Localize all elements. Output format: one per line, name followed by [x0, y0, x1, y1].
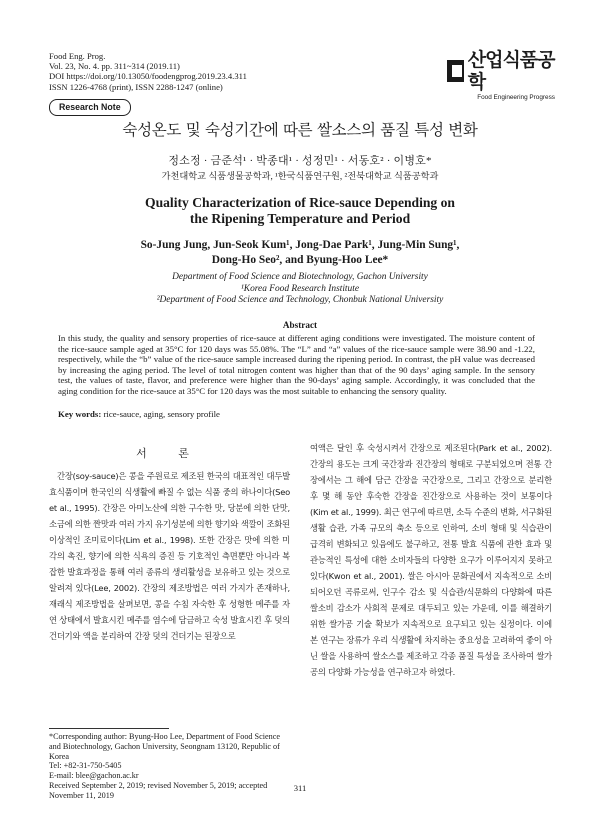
english-title-line-1: Quality Characterization of Rice-sauce Depending on [145, 195, 455, 210]
page-number: 311 [293, 783, 307, 793]
english-affiliations [0, 272, 600, 307]
korean-title: 숙성온도 및 숙성기간에 따른 쌀소스의 품질 특성 변화 [122, 121, 478, 139]
journal-name: Food Eng. Prog. [49, 51, 106, 61]
english-authors-line-2: Dong-Ho Seo², and Byung-Hoo Lee* [211, 254, 389, 266]
received-dates: Received September 2, 2019; revised November 5, 2019; accepted November 11, 2019 [49, 780, 268, 800]
body-right-column: 여액은 달인 후 숙성시켜서 간장으로 제조된다(Park et al., 2002). 간장의 용도는 크게 국간장과 진간장의 형태로 구분되었으며 전통 간장에서는 그 해에 담근 간장을 국간장으로, 그리고 간장으로 분리한 후 몇 해 동안 후숙한 간장을 진간장으로 사용하는 것이 보통이다(Kim et al., 1999). 최근 연구에 따르면, 소득 수준의 변화, 서구화된 생활 습관, 가족 규모의 축소 등으로 인하여, 소비 형태 및 식습관이 급격히 변화되고 있음에도 불구하고, 전통 발효 식품에 관한 효과 및 관능적인 특성에 대한 소비자들의 다양한 요구가 이루어지지 못하고 있다(Kwon et al., 2001). 쌀은 아시아 문화권에서 지속적으로 소비되어오던 곡류로써, 인구수 감소 및 식습관/식문화의 다양화에 따른 쌀소비 감소가 사회적 문제로 대두되고 있는 가운데, 이를 해결하기 위한 쌀가공 기술 확보가 지속적으로 요구되고 있는 실정이다. 이에 본 연구는 장류가 우리 식생활에 차지하는 중요성을 고려하여 좋이 아닌 쌀을 사용하여 쌀소스를 제조하고 각종 품질 특성을 조사하여 쌀가공의 다양화 가능성을 연구하고자 하였다. [310, 443, 552, 677]
logo-subtitle: Food Engineering Progress [477, 94, 555, 101]
logo-text: 산업식품공학 [467, 49, 555, 93]
body-left-column: 간장(soy-sauce)은 콩을 주원료로 제조된 한국의 대표적인 대두발효식품이며 한국인의 식생활에 빠질 수 없는 식품 중의 하나이다(Seo et al., 1995). 간장은 아미노산에 의한 구수한 맛, 당분에 의한 단맛, 소금에 의한 짠맛과 여러 가지 유기성분에 의한 향기와 색깔이 조화된 이상적인 조미료이다(Lim et al., 1998). 또한 간장은 맛에 의한 미각의 촉진, 향기에 의한 식욕의 증진 등 기호적인 측면뿐만 아니라 복잡한 발효과정을 통해 여러 종류의 생리활성을 보유하고 있는 것으로 알려져 있다(Lee, 2002). 간장의 제조방법은 여러 가지가 존재하나, 재래식 제조방법을 살펴보면, 콩을 수침 자숙한 후 성형한 메주를 자연 상태에서 발효시킨 메주를 염수에 담금하고 숙성 발효시킨 후 덧의 건더기와 액을 분리하여 간장 덧의 건더기는 된장으로 [49, 471, 290, 641]
article-type-badge: Research Note [49, 99, 131, 116]
korean-authors: 정소정 · 금준석¹ · 박종대¹ · 성정민¹ · 서동호² · 이병호* [168, 155, 432, 167]
journal-issn: ISSN 1226-4768 (print), ISSN 2288-1247 (online) [49, 81, 223, 92]
english-authors-line-1: So-Jung Jung, Jun-Seok Kum¹, Jong-Dae Park¹, Jung-Min Sung¹, [140, 239, 460, 251]
affiliation-3: ²Department of Food Science and Technology, Chonbuk National University [156, 295, 444, 306]
logo-mark-icon [447, 60, 464, 82]
affiliation-2: ¹Korea Food Research Institute [241, 283, 359, 294]
keywords-label: Key words: [58, 409, 102, 419]
corresponding-author: *Corresponding author: Byung-Hoo Lee, Department of Food Science and Biotechnology, Gachon University, Seongnam 13120, Republic of Korea [49, 732, 281, 761]
english-authors [0, 238, 600, 268]
email: E-mail: blee@gachon.ac.kr [49, 771, 139, 781]
english-title [0, 195, 600, 227]
keywords [58, 409, 220, 419]
telephone: Tel: +82-31-750-5405 [49, 761, 122, 771]
english-title-line-2: the Ripening Temperature and Period [189, 211, 411, 226]
footnote-divider [49, 728, 169, 729]
abstract-heading: Abstract [282, 320, 318, 330]
korean-affiliation: 가천대학교 식품생물공학과, ¹한국식품연구원, ²전북대학교 식품공학과 [161, 171, 439, 181]
journal-meta [49, 51, 247, 92]
keywords-text: rice-sauce, aging, sensory profile [103, 409, 220, 419]
journal-logo [447, 49, 555, 101]
journal-doi: DOI https://doi.org/10.13050/foodengprog.2019.23.4.311 [49, 71, 247, 82]
journal-volume: Vol. 23, No. 4. pp. 311~314 (2019.11) [49, 61, 180, 72]
section-heading-introduction: 서 론 [136, 447, 203, 460]
abstract-text: In this study, the quality and sensory properties of rice-sauce at different aging conditions were investigated. The moisture content of the rice-sauce sample aged at 35°C for 120 days was 55.08%. The “L” and “a” values of the rice-sauce sample were 38.90 and -1.22, respectively, while the “b” value of the rice-sauce sample increased during the ripening period. In contrast, the pH value was decreased by increasing the aging period. The level of total nitrogen content was higher than that of the 90 days’ aging sample. In the sensory test, the values of taste, flavor, and preference were higher than the 90-days’ aging sample. Accordingly, it was concluded that the aging condition for the rice-sauce at 35°C for 120 days was the most suitable to enhancing the sensory quality. [58, 333, 535, 396]
affiliation-1: Department of Food Science and Biotechnology, Gachon University [172, 272, 428, 282]
